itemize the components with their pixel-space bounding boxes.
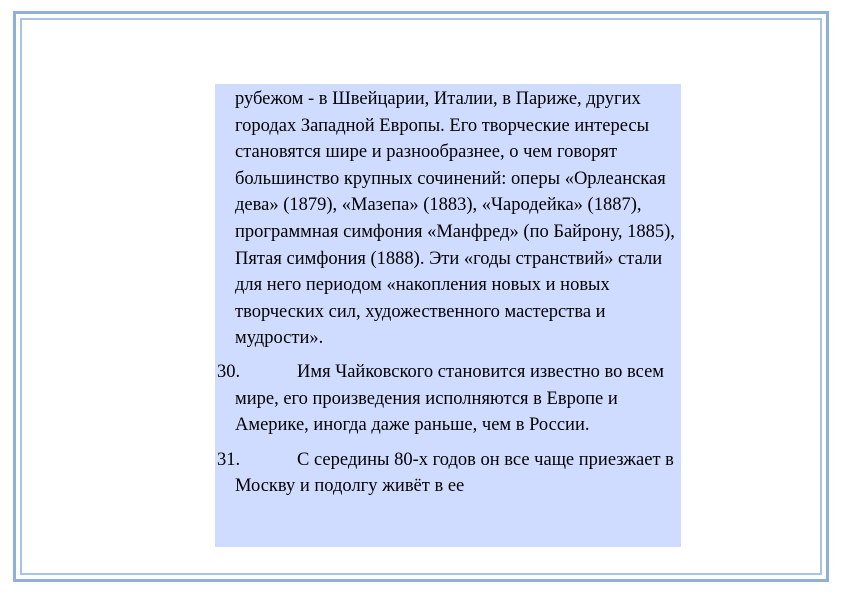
text-box [215, 84, 681, 547]
list-item-number: 30. [217, 361, 241, 382]
continuation-paragraph: рубежом - в Швейцарии, Италии, в Париже, других городах Западной Европы. Его творческие интересы становятся шире и разнообразнее, о чем говорят большинство крупных сочинений: оперы «Орлеанская дева» (1879), «Мазепа» (1883), «Чародейка» (1887), программная симфония «Манфред» (по Байрону, 1885), Пятая симфония (1888). Эти «годы странствий» стали для него периодом «накопления новых и новых творческих сил, художественного мастерства и мудрости». [235, 89, 675, 349]
list-item-30 [215, 359, 681, 439]
list-item-text: С середины 80-х годов он все чаще приезжает в Москву и подолгу живёт в ее [235, 449, 674, 497]
list-item-31 [215, 447, 681, 500]
list-item-text: Имя Чайковского становится известно во всем мире, его произведения исполняются в Европе и Америке, иногда даже раньше, чем в России. [235, 361, 664, 436]
list-item-number: 31. [217, 449, 241, 470]
